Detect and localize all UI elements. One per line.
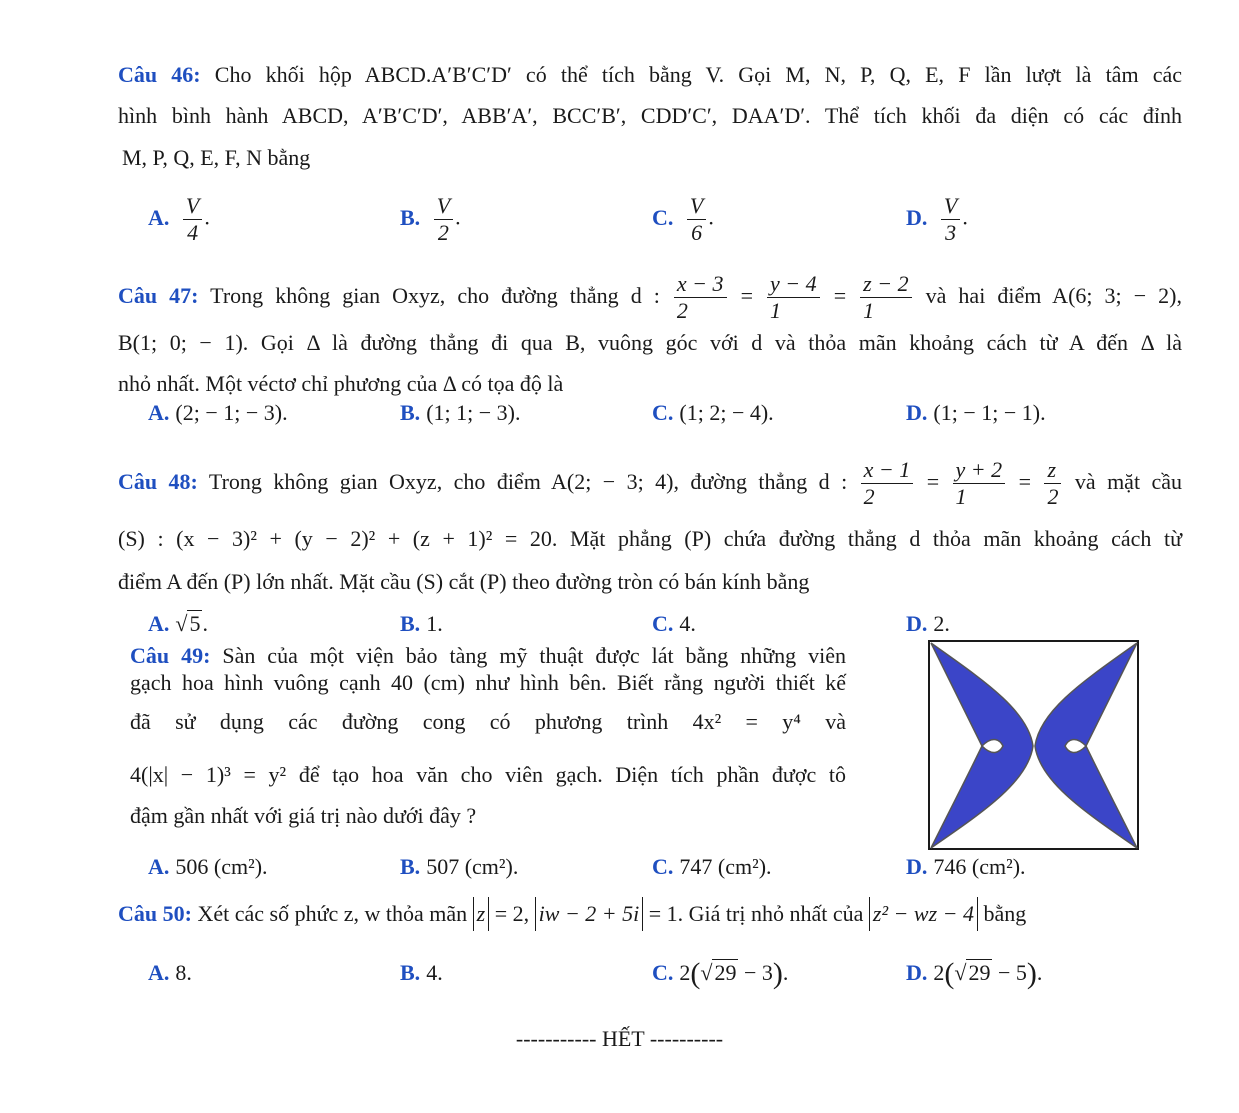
q50-line1: Câu 50: Xét các số phức z, w thỏa mãn z = 2, iw − 2 + 5i = 1. Giá trị nhỏ nhất của z² − wz − 4 bằng bbox=[118, 897, 1158, 931]
q49-line1: Câu 49: Sàn của một viện bảo tàng mỹ thuật được lát bằng những viên bbox=[130, 643, 846, 668]
q46-text1: Cho khối hộp ABCD.A′B′C′D′ có thể tích bằng V. Gọi M, N, P, Q, E, F lần lượt là tâm các bbox=[214, 62, 1183, 87]
abs-z: z bbox=[473, 897, 490, 931]
q49-line3: đã sử dụng các đường cong có phương trình 4x² = y⁴ và bbox=[130, 709, 846, 734]
q47-option-a[interactable]: A. (2; − 1; − 3). bbox=[148, 400, 288, 425]
fraction: $\frac{V}{3}$ bbox=[941, 193, 960, 246]
q50-label: Câu 50: bbox=[118, 901, 192, 926]
fraction: $\frac{z}{2}$ bbox=[1044, 457, 1061, 510]
q49-option-a[interactable]: A. 506 (cm²). bbox=[148, 854, 268, 879]
q46-line2: hình bình hành ABCD, A′B′C′D′, ABB′A′, BCC′B′, CDD′C′, DAA′D′. Thể tích khối đa diện có các đỉnh bbox=[118, 103, 1182, 128]
fraction: $\frac{z - 2}{1}$ bbox=[860, 271, 911, 324]
q47-label: Câu 47: bbox=[118, 283, 199, 308]
q49-option-b[interactable]: B. 507 (cm²). bbox=[400, 854, 519, 879]
fraction: $\frac{V}{4}$ bbox=[183, 193, 202, 246]
q47-option-c[interactable]: C. (1; 2; − 4). bbox=[652, 400, 774, 425]
q48-option-b[interactable]: B. 1. bbox=[400, 611, 443, 636]
q50-option-a[interactable]: A. 8. bbox=[148, 960, 192, 985]
q50-option-c[interactable]: C. 2(√29 − 3). bbox=[652, 957, 789, 990]
q47-line3: nhỏ nhất. Một véctơ chỉ phương của Δ có tọa độ là bbox=[118, 371, 564, 396]
q46-line3: M, P, Q, E, F, N bằng bbox=[122, 145, 311, 170]
q48-option-d[interactable]: D. 2. bbox=[906, 611, 950, 636]
abs-expr: z² − wz − 4 bbox=[869, 897, 978, 931]
q46-option-b[interactable]: B. $\frac{V}{2}$ . bbox=[400, 193, 461, 245]
q47-line2: B(1; 0; − 1). Gọi Δ là đường thẳng đi qua B, vuông góc với d và thỏa mãn khoảng cách từ A đến Δ là bbox=[118, 330, 1182, 355]
fraction: $\frac{V}{2}$ bbox=[434, 193, 453, 246]
fraction: $\frac{y + 2}{1}$ bbox=[953, 457, 1006, 510]
fraction: $\frac{x - 1}{2}$ bbox=[861, 457, 914, 510]
q46-option-c[interactable]: C. $\frac{V}{6}$ . bbox=[652, 193, 714, 245]
q47-option-b[interactable]: B. (1; 1; − 3). bbox=[400, 400, 521, 425]
q49-line5: đậm gần nhất với giá trị nào dưới đây ? bbox=[130, 803, 477, 828]
end-marker: ----------- HẾT ---------- bbox=[515, 1026, 724, 1051]
q46-option-d[interactable]: D. $\frac{V}{3}$ . bbox=[906, 193, 968, 245]
q48-label: Câu 48: bbox=[118, 469, 198, 494]
abs-iw: iw − 2 + 5i bbox=[535, 897, 644, 931]
q49-line2: gạch hoa hình vuông cạnh 40 (cm) như hình bên. Biết rằng người thiết kế bbox=[130, 670, 846, 695]
tile-figure bbox=[928, 640, 1140, 852]
q49-option-d[interactable]: D. 746 (cm²). bbox=[906, 854, 1026, 879]
q48-option-c[interactable]: C. 4. bbox=[652, 611, 696, 636]
q48-option-a[interactable]: A. √5. bbox=[148, 611, 208, 636]
fraction: $\frac{y - 4}{1}$ bbox=[767, 271, 820, 324]
q48-line3: điểm A đến (P) lớn nhất. Mặt cầu (S) cắt (P) theo đường tròn có bán kính bằng bbox=[118, 569, 810, 594]
q49-label: Câu 49: bbox=[130, 643, 211, 668]
q49-line4: 4(|x| − 1)³ = y² để tạo hoa văn cho viên gạch. Diện tích phần được tô bbox=[130, 762, 846, 787]
q50-option-d[interactable]: D. 2(√29 − 5). bbox=[906, 957, 1043, 990]
q48-line2: (S) : (x − 3)² + (y − 2)² + (z + 1)² = 20. Mặt phẳng (P) chứa đường thẳng d thỏa mãn khoảng cách từ bbox=[118, 526, 1182, 551]
q48-line1: Câu 48: Trong không gian Oxyz, cho điểm A(2; − 3; 4), đường thẳng d : $\frac{x - 1}{2}$ = $\frac{y + 2}{1}$ = $\frac{z}{2}$ và mặt cầu bbox=[118, 457, 1183, 510]
q46-line1 bbox=[118, 60, 1182, 90]
q47-line1: Câu 47: Trong không gian Oxyz, cho đường thẳng d : $\frac{x - 3}{2}$ = $\frac{y - 4}{1}$ = $\frac{z - 2}{1}$ và hai điểm A(6; 3; − 2), bbox=[118, 271, 1182, 324]
q46-label: Câu 46: bbox=[118, 62, 201, 87]
q49-option-c[interactable]: C. 747 (cm²). bbox=[652, 854, 772, 879]
q46-option-a[interactable]: A. $\frac{V}{4}$ . bbox=[148, 193, 210, 245]
fraction: $\frac{x - 3}{2}$ bbox=[674, 271, 727, 324]
q50-option-b[interactable]: B. 4. bbox=[400, 960, 443, 985]
q47-option-d[interactable]: D. (1; − 1; − 1). bbox=[906, 400, 1046, 425]
fraction: $\frac{V}{6}$ bbox=[687, 193, 706, 246]
